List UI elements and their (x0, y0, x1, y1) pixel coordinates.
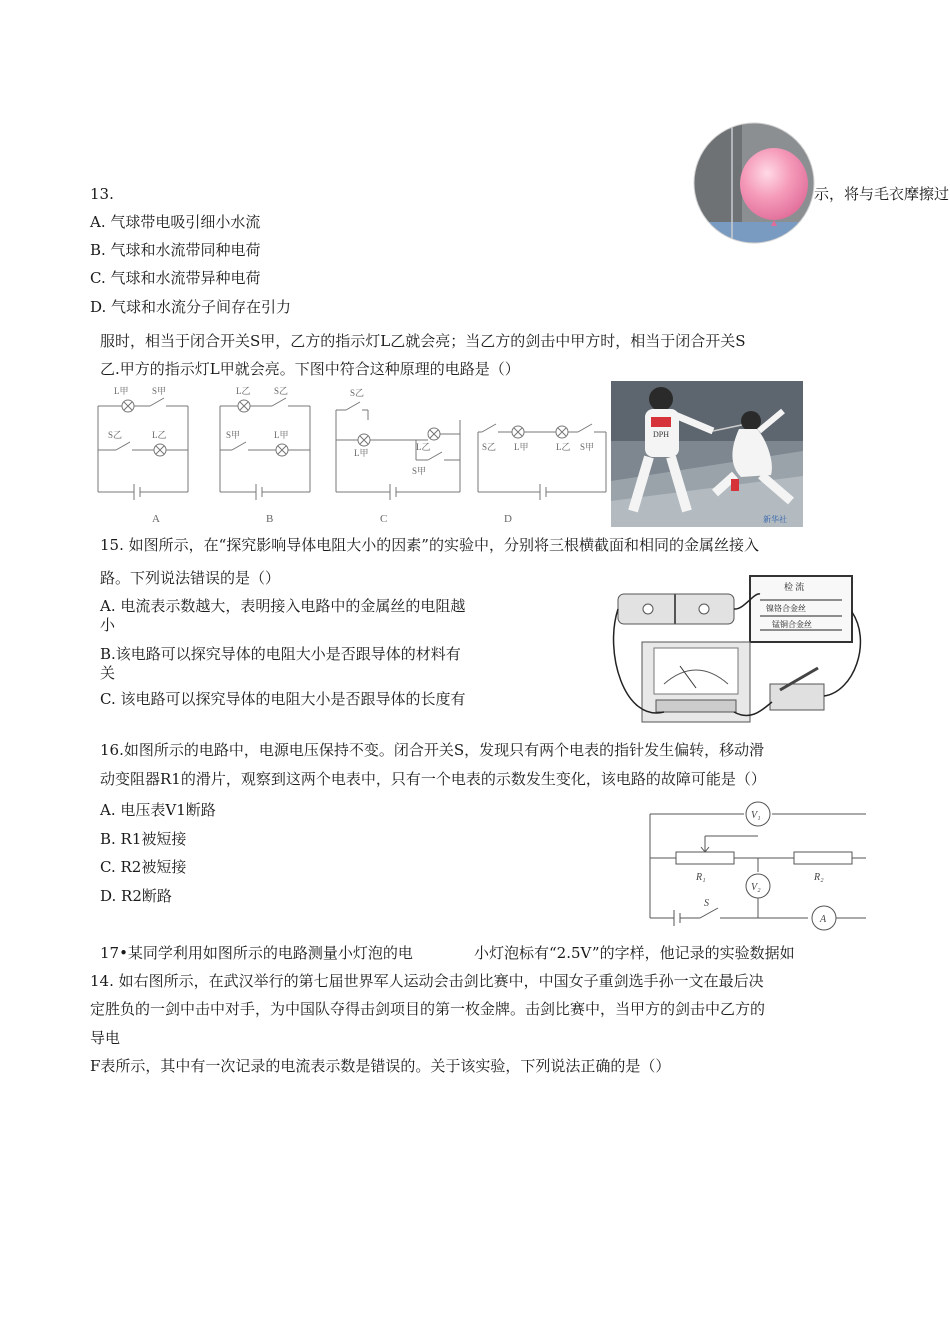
q17-cut-right-clip (474, 944, 844, 962)
q15-option-c: C. 该电路可以探究导体的电阻大小是否跟导体的长度有 (100, 690, 466, 708)
circuit-d-label: D (504, 513, 512, 525)
q17-cut-left-clip (100, 944, 460, 962)
q16-stem-line2-clip (100, 770, 840, 788)
q13-number: 13. (90, 185, 114, 203)
circuit-d (474, 384, 612, 524)
circuit-d-s-yi: S乙 (482, 442, 497, 452)
circuit-b-label: B (266, 513, 274, 525)
q15-cut-line-clip (100, 536, 840, 554)
q14-stem-line-b-clip (100, 360, 620, 378)
q15-option-a-line1: A. 电流表示数越大，表明接入电路中的金属丝的电阻越 (100, 597, 466, 615)
board-title: 检 流 (784, 582, 805, 592)
circuit-c (332, 384, 464, 524)
circuit-a (94, 384, 194, 524)
circuit-c-s-yi: S乙 (350, 388, 365, 398)
q13-option-a: A. 气球带电吸引细小水流 (90, 213, 261, 231)
q15-option-b-line2: 关 (100, 664, 116, 682)
q16-stem-line2: 动变阻器R1的滑片，观察到这两个电表中，只有一个电表的示数发生变化，该电路的故障可能是（） (100, 770, 766, 788)
circuit-b-l-jia: L甲 (274, 430, 289, 440)
q16-option-a: A. 电压表V1断路 (100, 801, 216, 819)
circuit-b-s-yi: S乙 (274, 386, 289, 396)
board-wire-2: 锰铜合金丝 (772, 620, 812, 629)
circuit-b (216, 384, 316, 524)
resistance-apparatus (604, 572, 876, 730)
circuit-b-s-jia: S甲 (226, 430, 241, 440)
q16-a-label: A (820, 914, 827, 925)
circuit-b-l-yi: L乙 (236, 386, 251, 396)
balloon-photo (692, 122, 816, 244)
q16-r2-label: R₂ (814, 872, 824, 883)
q14-line1: 14. 如右图所示，在武汉举行的第七届世界军人运动会击剑比赛中，中国女子重剑选手孙一文在最后决 (90, 972, 764, 990)
circuit-c-s-jia: S甲 (412, 466, 427, 476)
q15-cut-line: 15. 如图所示，在“探究影响导体电阻大小的因素”的实验中，分别将三根横截面和相同的金属丝接入 (100, 536, 759, 554)
q16-stem-line1: 16.如图所示的电路中，电源电压保持不变。闭合开关S，发现只有两个电表的指针发生偏转，移动滑 (100, 741, 765, 759)
q17-cut-right: 小灯泡标有“2.5V”的字样，他记录的实验数据如 (474, 944, 795, 962)
q16-v2-label: V₂ (751, 882, 761, 893)
q13-option-c: C. 气球和水流带异种电荷 (90, 269, 261, 287)
q14-line4: F表所示，其中有一次记录的电流表示数是错误的。关于该实验，下列说法正确的是（） (90, 1057, 671, 1075)
fencing-photo-mark: 新华社 (763, 515, 787, 524)
q15-option-b-line1: B.该电路可以探究导体的电阻大小是否跟导体的材料有 (100, 645, 461, 663)
q15-option-c-clip (100, 690, 520, 708)
q13-stem-tail: 示，将与毛衣摩擦过 (814, 185, 950, 203)
q16-s-label: S (704, 898, 709, 909)
circuit-a-label: A (152, 513, 160, 525)
circuit-d-l-yi: L乙 (556, 442, 571, 452)
fencing-photo (611, 381, 803, 527)
circuit-a-l-yi: L乙 (152, 430, 167, 440)
circuit-c-l-jia: L甲 (354, 448, 369, 458)
circuit-a-s-yi: S乙 (108, 430, 123, 440)
q14-line3: 导电 (90, 1029, 121, 1047)
circuit-c-l-yi: L乙 (416, 442, 431, 452)
q13-option-b: B. 气球和水流带同种电荷 (90, 241, 261, 259)
q14-line2: 定胜负的一剑中击中对手，为中国队夺得击剑项目的第一枚金牌。击剑比赛中，当甲方的剑击中乙方的 (90, 1000, 766, 1018)
q16-option-c: C. R2被短接 (100, 858, 187, 876)
fencing-photo-text: DPH (653, 430, 670, 439)
q16-option-b: B. R1被短接 (100, 830, 187, 848)
q14-stem-line-a: 服时，相当于闭合开关S甲，乙方的指示灯L乙就会亮；当乙方的剑击中甲方时，相当于闭合开关S (100, 332, 746, 350)
q16-option-d: D. R2断路 (100, 887, 172, 905)
q17-cut-left: 17•某同学利用如图所示的电路测量小灯泡的电 (100, 944, 413, 962)
board-wire-1: 镍铬合金丝 (766, 604, 806, 613)
q15-stem: 路。下列说法错误的是（） (100, 569, 281, 587)
circuit-a-s-jia: S甲 (152, 386, 167, 396)
q16-v1-label: V₁ (751, 810, 761, 821)
q14-stem-line-b: 乙.甲方的指示灯L甲就会亮。下图中符合这种原理的电路是（） (100, 360, 520, 378)
circuit-c-label: C (380, 513, 388, 525)
circuit-d-s-jia: S甲 (580, 442, 595, 452)
q16-circuit (648, 800, 868, 936)
q15-option-a-line2: 小 (100, 616, 116, 634)
circuit-d-l-jia: L甲 (514, 442, 529, 452)
circuit-a-l-jia: L甲 (114, 386, 129, 396)
q16-r1-label: R₁ (696, 872, 706, 883)
q13-option-d: D. 气球和水流分子间存在引力 (90, 298, 292, 316)
